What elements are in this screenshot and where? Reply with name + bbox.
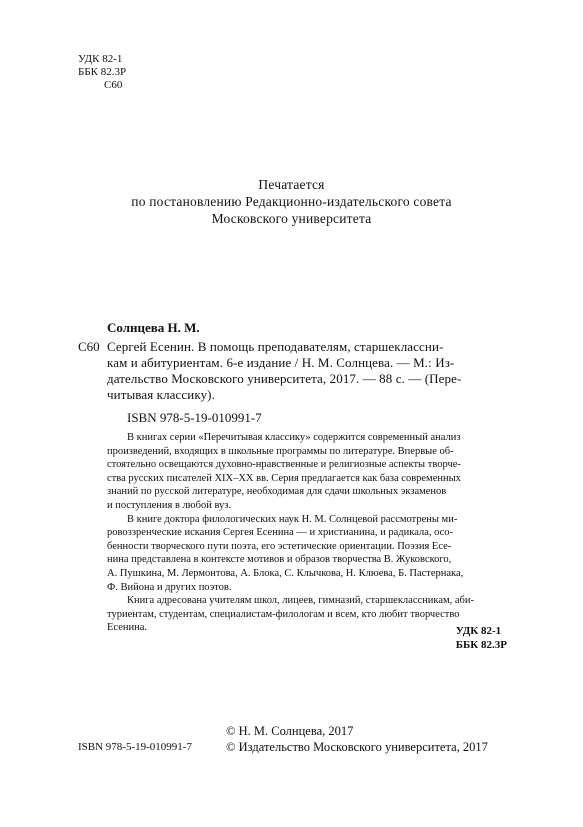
annotation-line: знаний по русской литературе, необходимая для сдачи школьных экзаменов: [107, 486, 447, 498]
annotation-line: бенности творческого пути поэта, его эстетические ориентации. Поэзия Есе-: [107, 540, 452, 552]
annotation-line: Есенина.: [107, 622, 148, 634]
udk-code-bottom: УДК 82-1: [455, 625, 502, 637]
footer-isbn: ISBN 978-5-19-010991-7: [78, 741, 192, 753]
bibliographic-description: [107, 339, 507, 403]
annotation-line: В книге доктора филологических наук Н. М. Солнцевой рассмотрены ми-: [127, 513, 458, 525]
annotation-line: нина представлена в контексте мотивов и образов творчества В. Жуковского,: [107, 554, 452, 566]
annotation: [107, 431, 507, 635]
annotation-line: Ф. Вийона и других поэтов.: [107, 581, 232, 593]
annotation-line: произведений, входящих в школьные программы по литературе. Впервые об-: [107, 445, 454, 457]
udk-code: УДК 82-1: [78, 53, 123, 65]
biblio-line: дательство Московского университета, 2017. — 88 с. — (Пере-: [107, 371, 462, 386]
biblio-line: кам и абитуриентам. 6-е издание / Н. М. Солнцева. — М.: Из-: [107, 355, 455, 370]
bbk-code-bottom: ББК 82.3Р: [455, 639, 507, 651]
annotation-line: ровоззренческие искания Сергея Есенина — и христианина, и радикала, осо-: [107, 527, 454, 539]
classification-codes-bottom: [456, 624, 507, 652]
annotation-line: А. Пушкина, М. Лермонтова, А. Блока, С. Клычкова, Н. Клюева, Б. Пастернака,: [107, 567, 464, 579]
classification-codes-top: [78, 53, 126, 92]
annotation-line: стоятельно освещаются духовно-нравственные и религиозные аспекты творче-: [107, 459, 461, 471]
record-author: Солнцева Н. М.: [107, 320, 200, 335]
annotation-line: туриентам, студентам, специалистам-филологам и всем, кто любит творчество: [107, 608, 460, 620]
annotation-line: ства русских писателей XIX–XX вв. Серия предлагается как база современных: [107, 472, 461, 484]
biblio-line: Сергей Есенин. В помощь преподавателям, старшеклассни-: [107, 339, 444, 354]
record-isbn: ISBN 978-5-19-010991-7: [127, 410, 262, 425]
copyright-publisher: © Издательство Московского университета, 2017: [226, 740, 488, 754]
imprint-line-3: Московского университета: [211, 211, 372, 226]
copyright-author: © Н. М. Солнцева, 2017: [226, 724, 354, 738]
annotation-line: и поступления в любой вуз.: [107, 499, 232, 511]
annotation-line: В книгах серии «Перечитывая классику» содержится современный анализ: [127, 432, 461, 443]
imprint-line-2: по постановлению Редакционно-издательского совета: [131, 194, 452, 209]
record-cutter: С60: [78, 339, 100, 354]
biblio-line: читывая классику).: [107, 387, 215, 402]
annotation-line: Книга адресована учителям школ, лицеев, гимназий, старшеклассникам, аби-: [127, 595, 474, 607]
imprint-line-1: Печатается: [258, 177, 325, 192]
cutter-code: С60: [104, 79, 123, 91]
imprint-statement: [0, 176, 583, 227]
bbk-code: ББК 82.3Р: [78, 66, 127, 78]
